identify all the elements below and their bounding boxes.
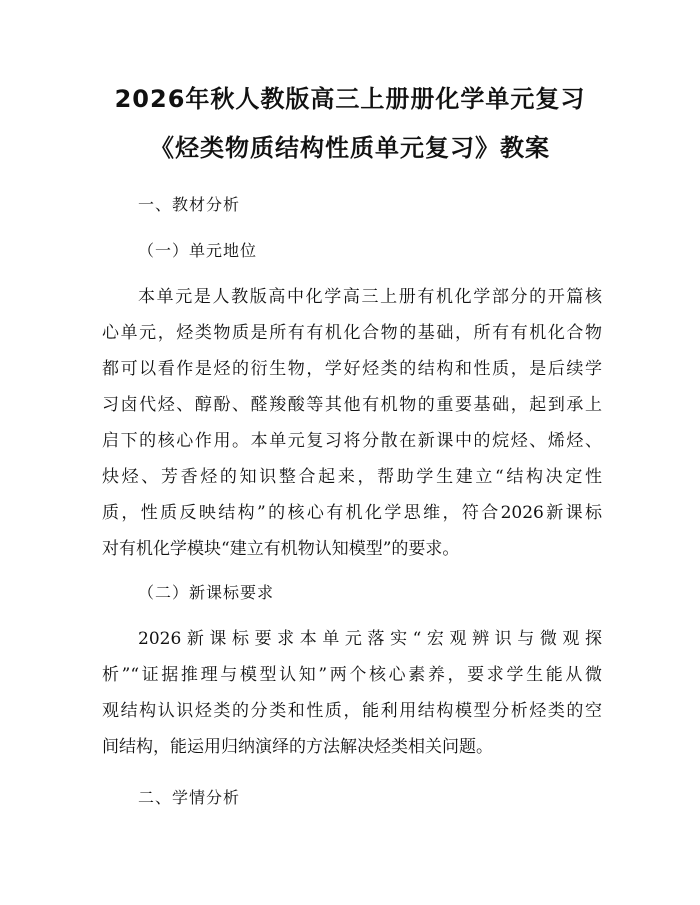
paragraph-line: 心单元，烃类物质是所有有机化合物的基础，所有有机化合物 xyxy=(102,323,602,343)
paragraph-line: 间结构，能运用归纳演绎的方法解决烃类相关问题。 xyxy=(102,737,493,757)
section-heading-textbook-analysis: 一、教材分析 xyxy=(138,195,241,214)
document-title-line-2: 《烃类物质结构性质单元复习》教案 xyxy=(150,134,550,162)
paragraph-line: 都可以看作是烃的衍生物，学好烃类的结构和性质，是后续学 xyxy=(102,359,602,379)
paragraph-line: 析”“证据推理与模型认知”两个核心素养，要求学生能从微 xyxy=(102,665,602,685)
subsection-heading-unit-position: （一）单元地位 xyxy=(138,241,258,260)
section-heading-student-analysis: 二、学情分析 xyxy=(138,788,241,807)
paragraph-line: 炔烃、芳香烃的知识整合起来，帮助学生建立“结构决定性 xyxy=(102,467,602,487)
paragraph-line: 习卤代烃、醇酚、醛羧酸等其他有机物的重要基础，起到承上 xyxy=(102,395,602,415)
paragraph-line: 本单元是人教版高中化学高三上册有机化学部分的开篇核 xyxy=(138,287,602,307)
paragraph-line: 对有机化学模块“建立有机物认知模型”的要求。 xyxy=(102,539,460,559)
paragraph-curriculum-requirements xyxy=(102,621,602,765)
paragraph-line: 启下的核心作用。本单元复习将分散在新课中的烷烃、烯烃、 xyxy=(102,431,602,451)
subsection-heading-curriculum-requirements: （二）新课标要求 xyxy=(138,583,275,602)
document-title-line-1: 2026年秋人教版高三上册册化学单元复习 xyxy=(114,85,586,113)
paragraph-line: 观结构认识烃类的分类和性质，能利用结构模型分析烃类的空 xyxy=(102,701,602,721)
paragraph-unit-position xyxy=(102,279,602,567)
paragraph-line: 2026新课标要求本单元落实“宏观辨识与微观探 xyxy=(138,629,602,649)
paragraph-line: 质，性质反映结构”的核心有机化学思维，符合2026新课标 xyxy=(102,503,602,523)
